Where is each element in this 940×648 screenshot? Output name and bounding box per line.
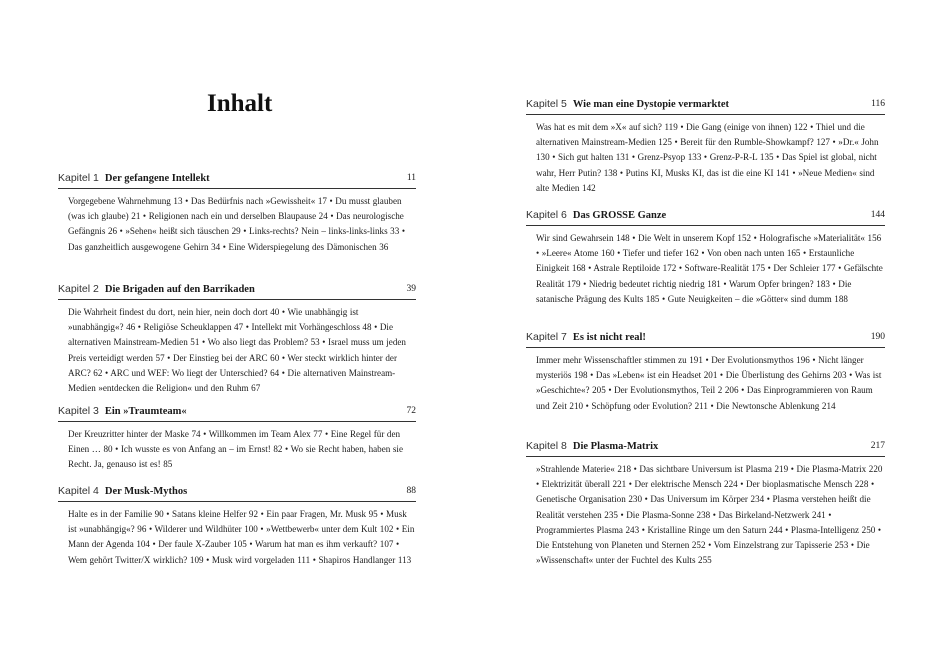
chapter-1 — [58, 171, 416, 255]
chapter-name: Wie man eine Dystopie vermarktet — [572, 99, 729, 110]
chapter-name: Der Musk-Mythos — [104, 486, 188, 497]
chapter-heading — [58, 484, 416, 502]
chapter-heading — [526, 330, 885, 348]
chapter-entries: Vorgegebene Wahrnehmung 13 • Das Bedürfnis nach »Gewissheit« 17 • Du musst glauben (was ich glaube) 21 • Religionen nach ein und derselben Blaupause 24 • Das neurologische Gefängnis 26 • »Sehen« heißt sich täuschen 29 • Links-rechts? Nein – links-links-links 33 • Das ganzheitlich ausgewogene Gehirn 34 • Eine Widerspiegelung des Dämonischen 36 — [68, 196, 406, 252]
chapter-number: Kapitel 5 — [526, 98, 567, 110]
chapter-6 — [526, 208, 885, 307]
chapter-number: Kapitel 3 — [58, 405, 99, 417]
chapter-page: 11 — [406, 173, 416, 183]
chapter-entries: Die Wahrheit findest du dort, nein hier, nein doch dort 40 • Wie unabhängig ist »unabhängig«? 46 • Religiöse Scheuklappen 47 • Intellekt mit Vorhängeschloss 48 • Die alternativen Mainstream-Medien 51 • Wo also liegt das Problem? 53 • Israel muss um jeden Preis verteidigt werden 57 • Der Einstieg bei der ARC 60 • Wer steckt wirklich hinter der ARC? 62 • ARC und WEF: Wo liegt der Unterschied? 64 • Die alternativen Mainstream-Medien »entdecken die Religion« und den Ruhm 67 — [68, 307, 406, 394]
chapter-heading — [58, 282, 416, 300]
chapter-page: 39 — [406, 284, 416, 294]
chapter-entries: Was hat es mit dem »X« auf sich? 119 • Die Gang (einige von ihnen) 122 • Thiel und die alternativen Mainstream-Medien 125 • Bereit für den Rumble-Showkampf? 127 • »Dr.« John 130 • Sich gut halten 131 • Grenz-Psyop 133 • Grenz-P-R-L 135 • Das Spiel ist global, nicht wahr, Herr Putin? 138 • Putins KI, Musks KI, das ist die eine KI 141 • »Neue Medien« sind alte Medien 142 — [536, 122, 879, 193]
chapter-number: Kapitel 1 — [58, 172, 99, 184]
chapter-name: Es ist nicht real! — [572, 332, 646, 343]
chapter-page: 144 — [870, 210, 885, 220]
chapter-number: Kapitel 7 — [526, 331, 567, 343]
chapter-number: Kapitel 6 — [526, 209, 567, 221]
chapter-number: Kapitel 4 — [58, 485, 99, 497]
chapter-heading — [526, 439, 885, 457]
chapter-name: Ein »Traumteam« — [104, 406, 187, 417]
chapter-entries: »Strahlende Materie« 218 • Das sichtbare Universum ist Plasma 219 • Die Plasma-Matrix 220 • Elektrizität überall 221 • Der elektrische Mensch 224 • Der bioplasmatische Mensch 228 • Genetische Organisation 230 • Das Universum im Körper 234 • Plasma verstehen heißt die Realität verstehen 235 • Die Plasma-Sonne 238 • Das Birkeland-Netzwerk 241 • Programmiertes Plasma 243 • Kristalline Ringe um den Saturn 244 • Plasma-Intelligenz 250 • Die Entstehung von Planeten und Sternen 252 • Vom Einzelstrang zur Tapisserie 253 • Die »Wissenschaft« unter der Fuchtel des Kults 255 — [536, 464, 883, 566]
chapter-number: Kapitel 8 — [526, 440, 567, 452]
chapter-page: 116 — [871, 99, 885, 109]
chapter-entries: Wir sind Gewahrsein 148 • Die Welt in unserem Kopf 152 • Holografische »Materialität« 156 • »Leere« Atome 160 • Tiefer und tiefer 162 • Von oben nach unten 165 • Erstaunliche Einigkeit 168 • Astrale Reptiloide 172 • Software-Realität 175 • Der Schleier 177 • Gefälschte Realität 179 • Niedrig bedeutet richtig niedrig 181 • Warum Opfer bringen? 183 • Die satanische Prägung des Kults 185 • Gute Neuigkeiten – die »Götter« sind dumm 188 — [536, 233, 883, 304]
chapter-entries: Immer mehr Wissenschaftler stimmen zu 191 • Der Evolutionsmythos 196 • Nicht länger mysteriös 198 • Das »Leben« ist ein Headset 201 • Die Überlistung des Gehirns 203 • Was ist »Geschichte«? 205 • Der Evolutionsmythos, Teil 2 206 • Das Einprogrammieren von Raum und Zeit 210 • Schöpfung oder Evolution? 211 • Die Newtonsche Ablenkung 214 — [536, 355, 882, 411]
page-title: Inhalt — [207, 90, 273, 117]
chapter-3 — [58, 404, 416, 473]
chapter-heading — [526, 97, 885, 115]
chapter-5 — [526, 97, 885, 196]
chapter-name: Das GROSSE Ganze — [572, 210, 667, 221]
chapter-name: Die Plasma-Matrix — [572, 441, 659, 452]
chapter-7 — [526, 330, 885, 414]
chapter-page: 88 — [406, 486, 416, 496]
chapter-page: 190 — [870, 332, 885, 342]
chapter-heading — [58, 171, 416, 189]
chapter-heading — [526, 208, 885, 226]
chapter-page: 72 — [406, 406, 416, 416]
chapter-name: Die Brigaden auf den Barrikaden — [104, 284, 255, 295]
chapter-entries: Der Kreuzritter hinter der Maske 74 • Willkommen im Team Alex 77 • Eine Regel für den Einen … 80 • Ich wusste es von Anfang an – im Ernst! 82 • Wo sie Recht haben, haben sie Recht. Ja, genauso ist es! 85 — [68, 429, 403, 470]
right-page — [470, 0, 940, 648]
chapter-number: Kapitel 2 — [58, 283, 99, 295]
chapter-8 — [526, 439, 885, 568]
chapter-4 — [58, 484, 416, 568]
chapter-entries: Halte es in der Familie 90 • Satans kleine Helfer 92 • Ein paar Fragen, Mr. Musk 95 • Musk ist »unabhängig«? 96 • Wilderer und Wildhüter 100 • »Wettbewerb« unter dem Kult 102 • Ein Mann der Agenda 104 • Der faule X-Zauber 105 • Warum hat man es ihm verkauft? 107 • Wem gehört Twitter/X wirklich? 109 • Musk wird vorgeladen 111 • Shapiros Handlanger 113 — [68, 509, 415, 565]
chapter-page: 217 — [870, 441, 885, 451]
chapter-2 — [58, 282, 416, 396]
chapter-heading — [58, 404, 416, 422]
chapter-name: Der gefangene Intellekt — [104, 173, 210, 184]
